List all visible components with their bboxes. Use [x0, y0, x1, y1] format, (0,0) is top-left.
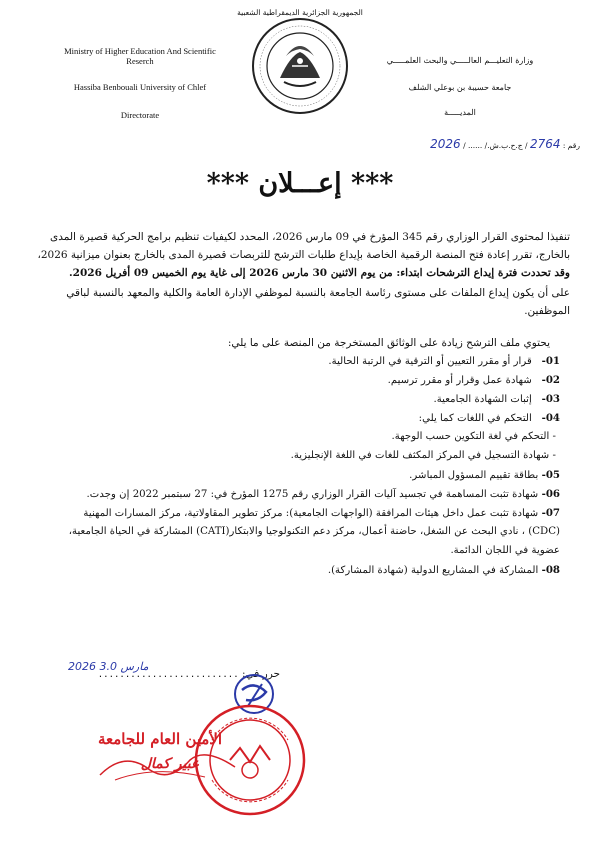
language-item: - التحكم في لغة التكوين حسب الوجهة.: [391, 431, 556, 442]
item07-continuation: عضوية في اللجان الدائمة.: [450, 545, 560, 556]
list-item: [30, 371, 560, 390]
signatory-name: عبير كمال: [140, 756, 200, 772]
intro-line-3: وقد تحددت فترة إيداع الترشحات ابتداء: من يوم الاثنين 30 مارس 2026 إلى غاية يوم الخميس 09 أفريل 2026.: [69, 267, 570, 279]
intro-paragraph: [30, 228, 570, 282]
list-item: [30, 466, 560, 485]
intro-line-1: تنفيذا لمحتوى القرار الوزاري رقم 345 المؤرخ في 09 مارس 2026، المحدد لكيفيات تنظيم برامج الحركية قصيرة المدى: [50, 231, 570, 243]
item07-continuation: (CDC) ، نادي البحث عن الشغل، حاضنة أعمال، مركز دعم التكنولوجيا والابتكار(CATI) المشاركة في الحياة الجامعية،: [68, 526, 560, 537]
university-ar: جامعة حسيبة بن بوعلي الشلف: [408, 83, 512, 92]
list-item-number: 02-: [541, 374, 560, 386]
file-contains-text: يحتوي ملف الترشح زيادة على الوثائق المستخرجة من المنصة على ما يلي:: [227, 337, 550, 349]
reference-number: 2764: [529, 137, 561, 151]
intro-line-2: بالخارج، تقرر إعادة فتح المنصة الرقمية الخاصة بإيداع طلبات الترشح للتربصات قصيرة المدى بالخارج بعنوان ميزانية 2026،: [37, 249, 570, 261]
list-item-text: إثبات الشهادة الجامعية.: [433, 394, 532, 405]
language-item: - شهادة التسجيل في المركز المكثف للغات في اللغة الإنجليزية.: [290, 450, 556, 461]
list-item: [30, 352, 560, 371]
deposit-line-1: على أن يكون إيداع الملفات على مستوى رئاسة الجامعة بالنسبة لموظفي الإدارة العامة والكلية والمعهد بالنسبة لباقي: [66, 287, 570, 299]
deposit-paragraph: [30, 284, 570, 320]
done-at-dots: ..........................: [97, 670, 239, 680]
ministry-ar: وزارة التعليـــم العالـــــي والبحث العلمـــــي: [386, 56, 534, 65]
signatory-title: الأمين العام للجامعة: [97, 730, 223, 748]
list-item: [30, 504, 560, 523]
list-item-text: قرار أو مقرر التعيين أو الترقية في الرتبة الحالية.: [328, 356, 532, 367]
list-item: [30, 561, 560, 580]
ministry-en-line2: Reserch: [126, 56, 154, 66]
ministry-en-line1: Ministry of Higher Education And Scientific: [64, 46, 216, 56]
list-item-number: 03-: [541, 393, 560, 405]
university-seal-icon: [250, 16, 350, 116]
list-item: [30, 409, 560, 428]
list-item-number: 05-: [541, 469, 560, 481]
list-item-text: شهادة تثبت المساهمة في تجسيد آليات القرار الوزاري رقم 1275 المؤرخ في: 27 سبتمبر 2022 إن وجدت.: [86, 489, 539, 500]
reference-suffix: / ج.ح.ب.ش./ ...... /: [463, 141, 528, 150]
list-item: [30, 390, 560, 409]
list-item-number: 04-: [541, 412, 560, 424]
republic-text: الجمهورية الجزائرية الديمقراطية الشعبية: [237, 8, 363, 17]
handwritten-date: 2026 مارس 3.0: [68, 660, 149, 673]
deposit-line-2: الموظفين.: [524, 305, 570, 317]
university-en: Hassiba Benbouali University of Chlef: [73, 82, 207, 92]
reference-line: [300, 137, 580, 151]
university-logo: [250, 16, 350, 116]
requirements-list: [30, 352, 560, 580]
ministry-en: [40, 46, 240, 66]
directorate-ar: المديـــــة: [444, 108, 476, 117]
list-item-text: شهادة تثبت عمل داخل هيئات المرافقة (الواجهات الجامعية): مركز تطوير المقاولاتية، مركز المسارات المهنية: [83, 508, 539, 519]
list-item-text: بطاقة تقييم المسؤول المباشر.: [409, 470, 539, 481]
handwritten-signature-icon: [95, 745, 245, 785]
page-title: *** إعـــلان ***: [206, 168, 394, 199]
directorate-en: Directorate: [120, 110, 160, 120]
list-item-number: 08-: [541, 564, 560, 576]
reference-prefix: رقم :: [562, 141, 580, 150]
done-at-label: حرر في:: [241, 668, 280, 680]
list-item-text: شهادة عمل وقرار أو مقرر ترسيم.: [387, 375, 532, 386]
list-item-number: 06-: [541, 488, 560, 500]
reference-year: 2026: [430, 137, 461, 151]
list-item-text: المشاركة في المشاريع الدولية (شهادة المشاركة).: [327, 565, 539, 576]
list-item-number: 01-: [541, 355, 560, 367]
list-item-number: 07-: [541, 507, 560, 519]
list-item: [30, 485, 560, 504]
list-item-text: التحكم في اللغات كما يلي:: [418, 413, 532, 424]
